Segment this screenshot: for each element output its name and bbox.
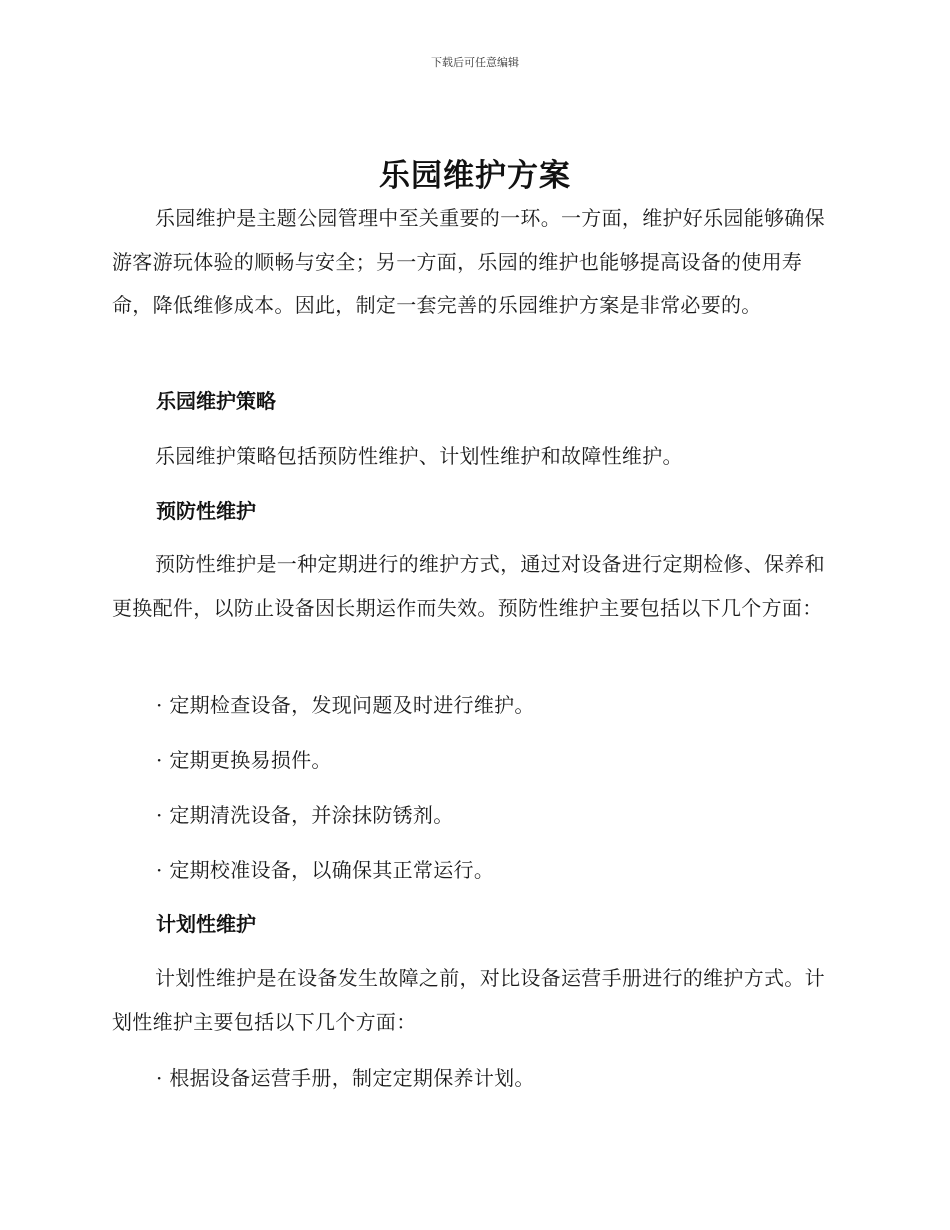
planned-paragraph: 计划性维护是在设备发生故障之前，对比设备运营手册进行的维护方式。计划性维护主要包括以下几个方面： xyxy=(112,966,825,1034)
preventive-bullet-2: · 定期更换易损件。 xyxy=(156,748,332,772)
preventive-paragraph: 预防性维护是一种定期进行的维护方式，通过对设备进行定期检修、保养和更换配件，以防止设备因长期运作而失效。预防性维护主要包括以下几个方面： xyxy=(112,552,825,620)
strategy-paragraph: 乐园维护策略包括预防性维护、计划性维护和故障性维护。 xyxy=(155,444,683,468)
planned-bullet-1: · 根据设备运营手册，制定定期保养计划。 xyxy=(156,1066,535,1090)
preventive-bullet-1: · 定期检查设备，发现问题及时进行维护。 xyxy=(156,693,535,717)
page-header: 下载后可任意编辑 xyxy=(431,56,519,69)
section-heading-planned: 计划性维护 xyxy=(156,912,256,936)
section-heading-preventive: 预防性维护 xyxy=(156,499,256,523)
intro-paragraph: 乐园维护是主题公园管理中至关重要的一环。一方面，维护好乐园能够确保游客游玩体验的顺畅与安全；另一方面，乐园的维护也能够提高设备的使用寿命，降低维修成本。因此，制定一套完善的乐园维护方案是非常必要的。 xyxy=(112,206,825,317)
document-title: 乐园维护方案 xyxy=(379,158,571,194)
section-heading-strategy: 乐园维护策略 xyxy=(156,389,276,413)
preventive-bullet-3: · 定期清洗设备，并涂抹防锈剂。 xyxy=(156,803,454,827)
preventive-bullet-4: · 定期校准设备，以确保其正常运行。 xyxy=(156,858,495,882)
